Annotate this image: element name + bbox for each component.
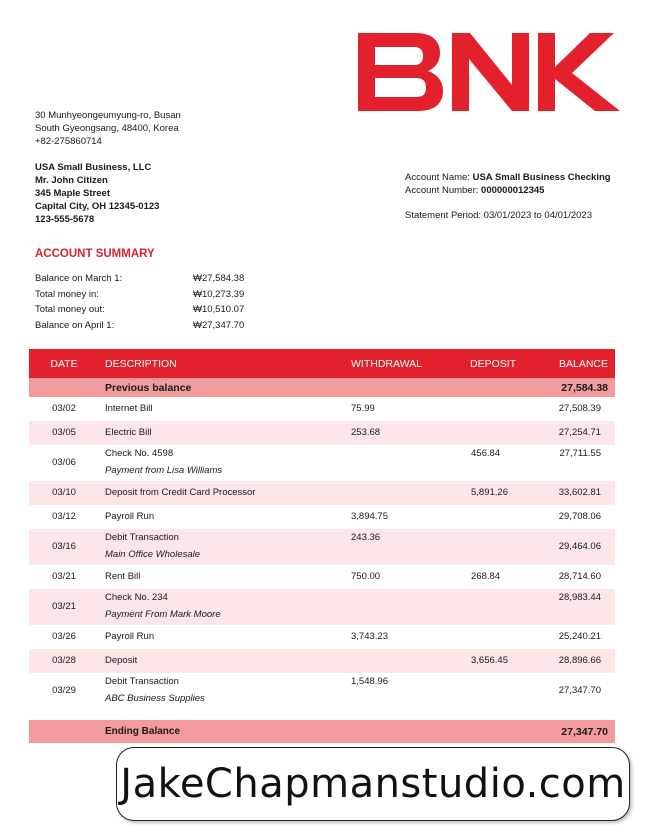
header-withdrawal: WITHDRAWAL — [351, 358, 422, 370]
previous-balance-row — [29, 378, 615, 397]
row-description: Debit Transaction — [105, 676, 179, 687]
row-date: 03/12 — [52, 511, 76, 522]
account-summary — [35, 273, 295, 335]
row-description: Check No. 4598 — [105, 448, 174, 459]
customer-name: Mr. John Citizen — [35, 175, 108, 186]
table-spacer — [29, 709, 615, 720]
row-balance: 27,711.55 — [559, 448, 601, 459]
row-subdescription: Payment from Lisa Williams — [105, 465, 223, 476]
ending-balance-row — [29, 720, 615, 743]
header-description: DESCRIPTION — [105, 358, 177, 370]
bank-address — [35, 109, 181, 148]
account-info — [405, 171, 611, 197]
row-balance: 28,983.44 — [558, 592, 601, 603]
account-name-label: Account Name: — [405, 172, 470, 183]
row-date: 03/02 — [52, 403, 76, 414]
transactions-table — [29, 349, 615, 743]
row-withdrawal: 253.68 — [351, 427, 381, 438]
table-row — [29, 505, 615, 529]
table-header — [29, 349, 615, 378]
account-name-line — [405, 171, 611, 184]
row-date: 03/28 — [52, 655, 76, 666]
summary-row — [35, 304, 295, 320]
summary-row — [35, 320, 295, 336]
table-row — [29, 397, 615, 421]
row-withdrawal: 243.36 — [351, 532, 381, 543]
summary-row — [35, 273, 295, 289]
summary-value: ₩10,510.07 — [193, 304, 245, 315]
table-row — [29, 445, 615, 481]
row-deposit: 268.84 — [471, 571, 501, 582]
table-row — [29, 529, 615, 565]
summary-row — [35, 289, 295, 305]
row-balance: 27,508.39 — [558, 403, 601, 414]
ending-balance-value: 27,347.70 — [561, 726, 608, 738]
row-balance: 28,714.60 — [558, 571, 601, 582]
row-date: 03/05 — [52, 427, 76, 438]
row-description: Payroll Run — [105, 511, 155, 522]
row-date: 03/21 — [52, 571, 76, 582]
row-balance: 25,240.21 — [558, 631, 601, 642]
row-description: Deposit — [105, 655, 138, 666]
summary-label: Total money out: — [35, 304, 105, 315]
customer-company: USA Small Business, LLC — [35, 162, 152, 173]
account-number-label: Account Number: — [405, 185, 479, 196]
row-description: Debit Transaction — [105, 532, 179, 543]
table-row — [29, 481, 615, 505]
row-date: 03/16 — [52, 541, 76, 552]
summary-value: ₩27,347.70 — [193, 319, 245, 331]
row-deposit: 5,891.26 — [471, 487, 508, 498]
row-balance: 27,254.71 — [558, 427, 601, 438]
header-date: DATE — [50, 358, 78, 370]
account-number-value: 000000012345 — [481, 185, 545, 196]
row-date: 03/10 — [52, 487, 76, 498]
customer-city: Capital City, OH 12345-0123 — [35, 201, 160, 212]
bank-phone: +82-275860714 — [35, 136, 102, 147]
table-row — [29, 589, 615, 625]
row-balance: 29,464.06 — [558, 541, 601, 552]
row-deposit: 3,656.45 — [471, 655, 508, 666]
row-subdescription: Payment From Mark Moore — [105, 609, 221, 620]
row-description: Check No. 234 — [105, 592, 168, 603]
row-withdrawal: 3,743.23 — [351, 631, 388, 642]
table-row — [29, 625, 615, 649]
row-balance: 29,708.06 — [558, 511, 601, 522]
row-description: Deposit from Credit Card Processor — [105, 487, 256, 498]
customer-street: 345 Maple Street — [35, 188, 110, 199]
header-deposit: DEPOSIT — [470, 358, 517, 370]
row-subdescription: ABC Business Supplies — [105, 693, 205, 704]
bank-address-line1: 30 Munhyeongeumyung-ro, Busan — [35, 110, 181, 121]
watermark-text: JakeChapmanstudio.com — [120, 761, 626, 807]
customer-phone: 123-555-5678 — [35, 214, 95, 225]
table-row — [29, 649, 615, 673]
table-row — [29, 673, 615, 709]
bank-address-line2: South Gyeongsang, 48400, Korea — [35, 123, 179, 134]
row-withdrawal: 75.99 — [351, 403, 375, 414]
ending-balance-label: Ending Balance — [105, 726, 181, 737]
row-description: Electric Bill — [105, 427, 152, 438]
summary-label: Total money in: — [35, 288, 99, 300]
customer-address — [35, 161, 159, 226]
row-withdrawal: 1,548.96 — [351, 676, 388, 687]
bnk-logo — [358, 33, 620, 111]
watermark-badge — [116, 747, 630, 821]
account-name-value: USA Small Business Checking — [472, 172, 611, 183]
table-row — [29, 565, 615, 589]
row-description: Internet Bill — [105, 403, 153, 414]
table-row — [29, 421, 615, 445]
summary-value: ₩27,584.38 — [193, 273, 245, 284]
row-date: 03/26 — [52, 631, 76, 642]
row-balance: 33,602.81 — [558, 487, 601, 498]
row-subdescription: Main Office Wholesale — [105, 549, 201, 560]
row-date: 03/29 — [52, 685, 76, 696]
previous-balance-value: 27,584.38 — [561, 382, 608, 394]
summary-label: Balance on April 1: — [35, 319, 115, 331]
previous-balance-label: Previous balance — [105, 382, 192, 394]
row-description: Payroll Run — [105, 631, 155, 642]
row-balance: 28,896.66 — [558, 655, 601, 666]
row-withdrawal: 3,894.75 — [351, 511, 388, 522]
table-body — [29, 397, 615, 709]
row-description: Rent Bill — [105, 571, 141, 582]
row-deposit: 456.84 — [471, 448, 501, 459]
summary-label: Balance on March 1: — [35, 273, 123, 284]
account-summary-title: ACCOUNT SUMMARY — [35, 248, 155, 260]
statement-period: Statement Period: 03/01/2023 to 04/01/2023 — [405, 210, 592, 221]
row-date: 03/21 — [52, 601, 76, 612]
row-date: 03/06 — [52, 457, 76, 468]
row-balance: 27,347.70 — [558, 685, 601, 696]
account-number-line — [405, 184, 611, 197]
row-withdrawal: 750.00 — [351, 571, 381, 582]
summary-value: ₩10,273.39 — [193, 288, 245, 300]
header-balance: BALANCE — [558, 358, 608, 370]
